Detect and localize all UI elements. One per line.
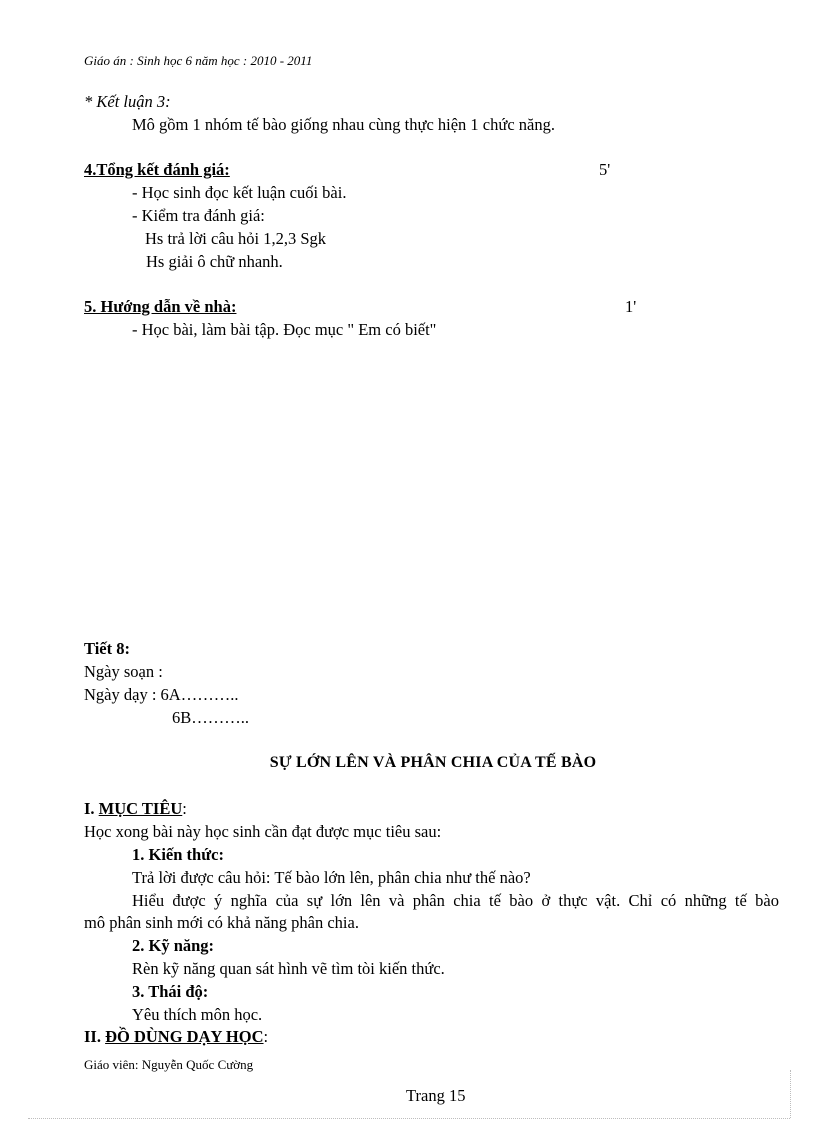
attitude-heading: 3. Thái độ:: [132, 982, 209, 1001]
conclusion-label: * Kết luận 3:: [84, 92, 171, 111]
materials-heading-prefix: II.: [84, 1027, 106, 1046]
materials-heading-suffix: :: [263, 1027, 269, 1046]
objectives-heading-main: MỤC TIÊU: [98, 799, 183, 818]
section4-time: 5': [599, 160, 611, 179]
lesson-prep-date: Ngày soạn :: [84, 662, 163, 681]
objectives-heading-prefix: I.: [84, 799, 99, 818]
lesson-teach-date: Ngày dạy : 6A………..: [84, 685, 239, 704]
objectives-heading-suffix: :: [182, 799, 187, 818]
objectives-heading: [84, 799, 187, 819]
section4-item-4: Hs giải ô chữ nhanh.: [146, 252, 283, 271]
skills-text: Rèn kỹ năng quan sát hình vẽ tìm tòi kiến thức.: [132, 959, 445, 978]
section4-heading: 4.Tổng kết đánh giá:: [84, 160, 230, 179]
section4-item-1: - Học sinh đọc kết luận cuối bài.: [132, 183, 347, 202]
knowledge-heading: 1. Kiến thức:: [132, 845, 224, 864]
section4-item-3: Hs trả lời câu hỏi 1,2,3 Sgk: [145, 229, 327, 248]
lesson-title: SỰ LỚN LÊN VÀ PHÂN CHIA CỦA TẾ BÀO: [269, 754, 597, 771]
footer-page-number: Trang 15: [406, 1086, 466, 1105]
section5-time: 1': [625, 297, 637, 316]
knowledge-line-2: Hiểu được ý nghĩa của sự lớn lên và phân chia tế bào ở thực vật. Chỉ có những tế bào: [132, 891, 779, 910]
knowledge-line-1: Trả lời được câu hỏi: Tế bào lớn lên, phân chia như thế nào?: [132, 868, 531, 887]
section5-heading: 5. Hướng dẫn về nhà:: [84, 297, 237, 316]
margin-divider: [790, 1070, 791, 1118]
knowledge-line-3: mô phân sinh mới có khả năng phân chia.: [84, 913, 359, 932]
lesson-class-b: 6B………..: [172, 708, 250, 727]
header-note: Giáo án : Sinh học 6 năm học : 2010 - 2011: [84, 53, 313, 68]
footer-divider: [28, 1118, 790, 1119]
materials-heading: [84, 1027, 268, 1047]
conclusion-text: Mô gồm 1 nhóm tế bào giống nhau cùng thực hiện 1 chức năng.: [132, 115, 555, 134]
footer-teacher: Giáo viên: Nguyễn Quốc Cường: [84, 1057, 254, 1072]
objectives-intro: Học xong bài này học sinh cần đạt được mục tiêu sau:: [84, 822, 442, 841]
skills-heading: 2. Kỹ năng:: [132, 936, 215, 955]
lesson-period: Tiết 8:: [84, 639, 130, 658]
section5-item: - Học bài, làm bài tập. Đọc mục " Em có biết": [132, 320, 437, 339]
materials-heading-main: ĐỒ DÙNG DẠY HỌC: [105, 1027, 264, 1046]
attitude-text: Yêu thích môn học.: [132, 1005, 263, 1024]
section4-item-2: - Kiểm tra đánh giá:: [132, 206, 265, 225]
